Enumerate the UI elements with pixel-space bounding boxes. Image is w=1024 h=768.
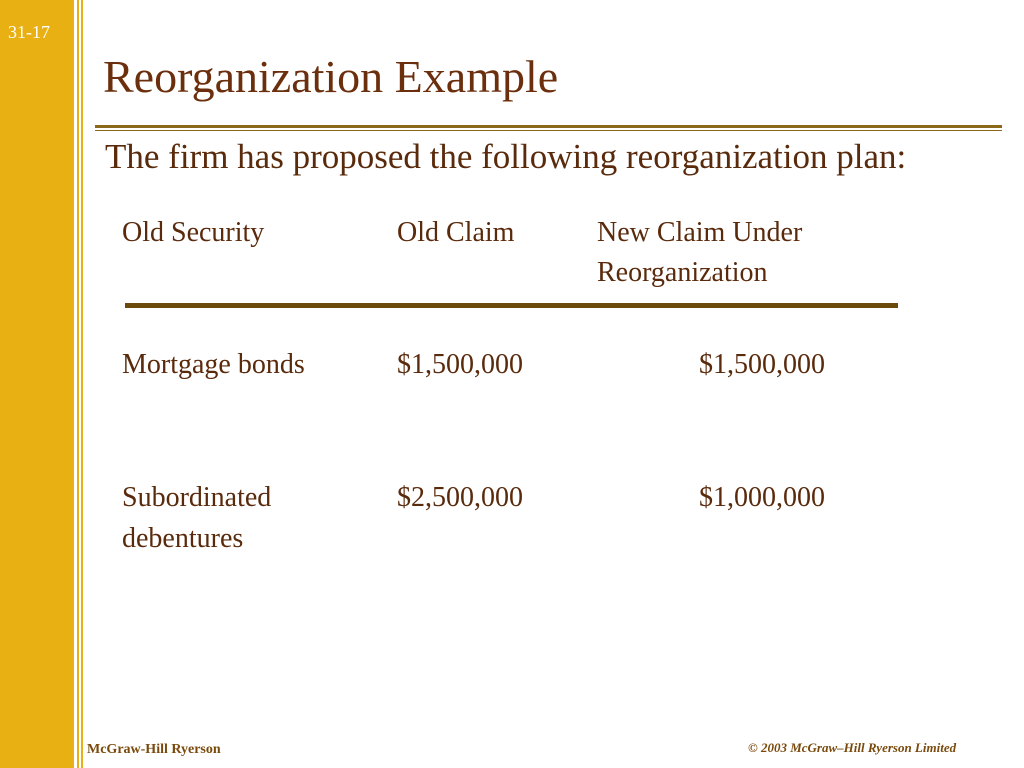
header-new-claim-line2: Reorganization	[597, 257, 768, 288]
row-2-security-line1: Subordinated	[122, 482, 272, 513]
sidebar-line-2	[81, 0, 83, 768]
sidebar-line-1	[77, 0, 79, 768]
footer-copyright: © 2003 McGraw–Hill Ryerson Limited	[748, 740, 957, 755]
header-old-claim: Old Claim	[397, 217, 515, 248]
row-1-old-claim: $1,500,000	[397, 349, 523, 380]
row-1-new-claim: $1,500,000	[699, 349, 825, 380]
header-new-claim-line1: New Claim Under	[597, 217, 803, 248]
row-2-security-line2: debentures	[122, 523, 244, 554]
slide-number: 31-17	[8, 22, 50, 42]
footer-publisher: McGraw-Hill Ryerson	[87, 742, 221, 757]
row-2-old-claim: $2,500,000	[397, 482, 523, 513]
header-old-security: Old Security	[122, 217, 265, 248]
table-header-rule	[125, 303, 898, 308]
row-2-new-claim: $1,000,000	[699, 482, 825, 513]
slide-subtitle: The firm has proposed the following reorganization plan:	[105, 137, 907, 176]
row-1-security: Mortgage bonds	[122, 349, 305, 380]
title-rule-top	[95, 125, 1002, 128]
slide-sidebar	[0, 0, 74, 768]
slide-title: Reorganization Example	[103, 51, 559, 102]
title-rule-bottom	[95, 130, 1002, 131]
